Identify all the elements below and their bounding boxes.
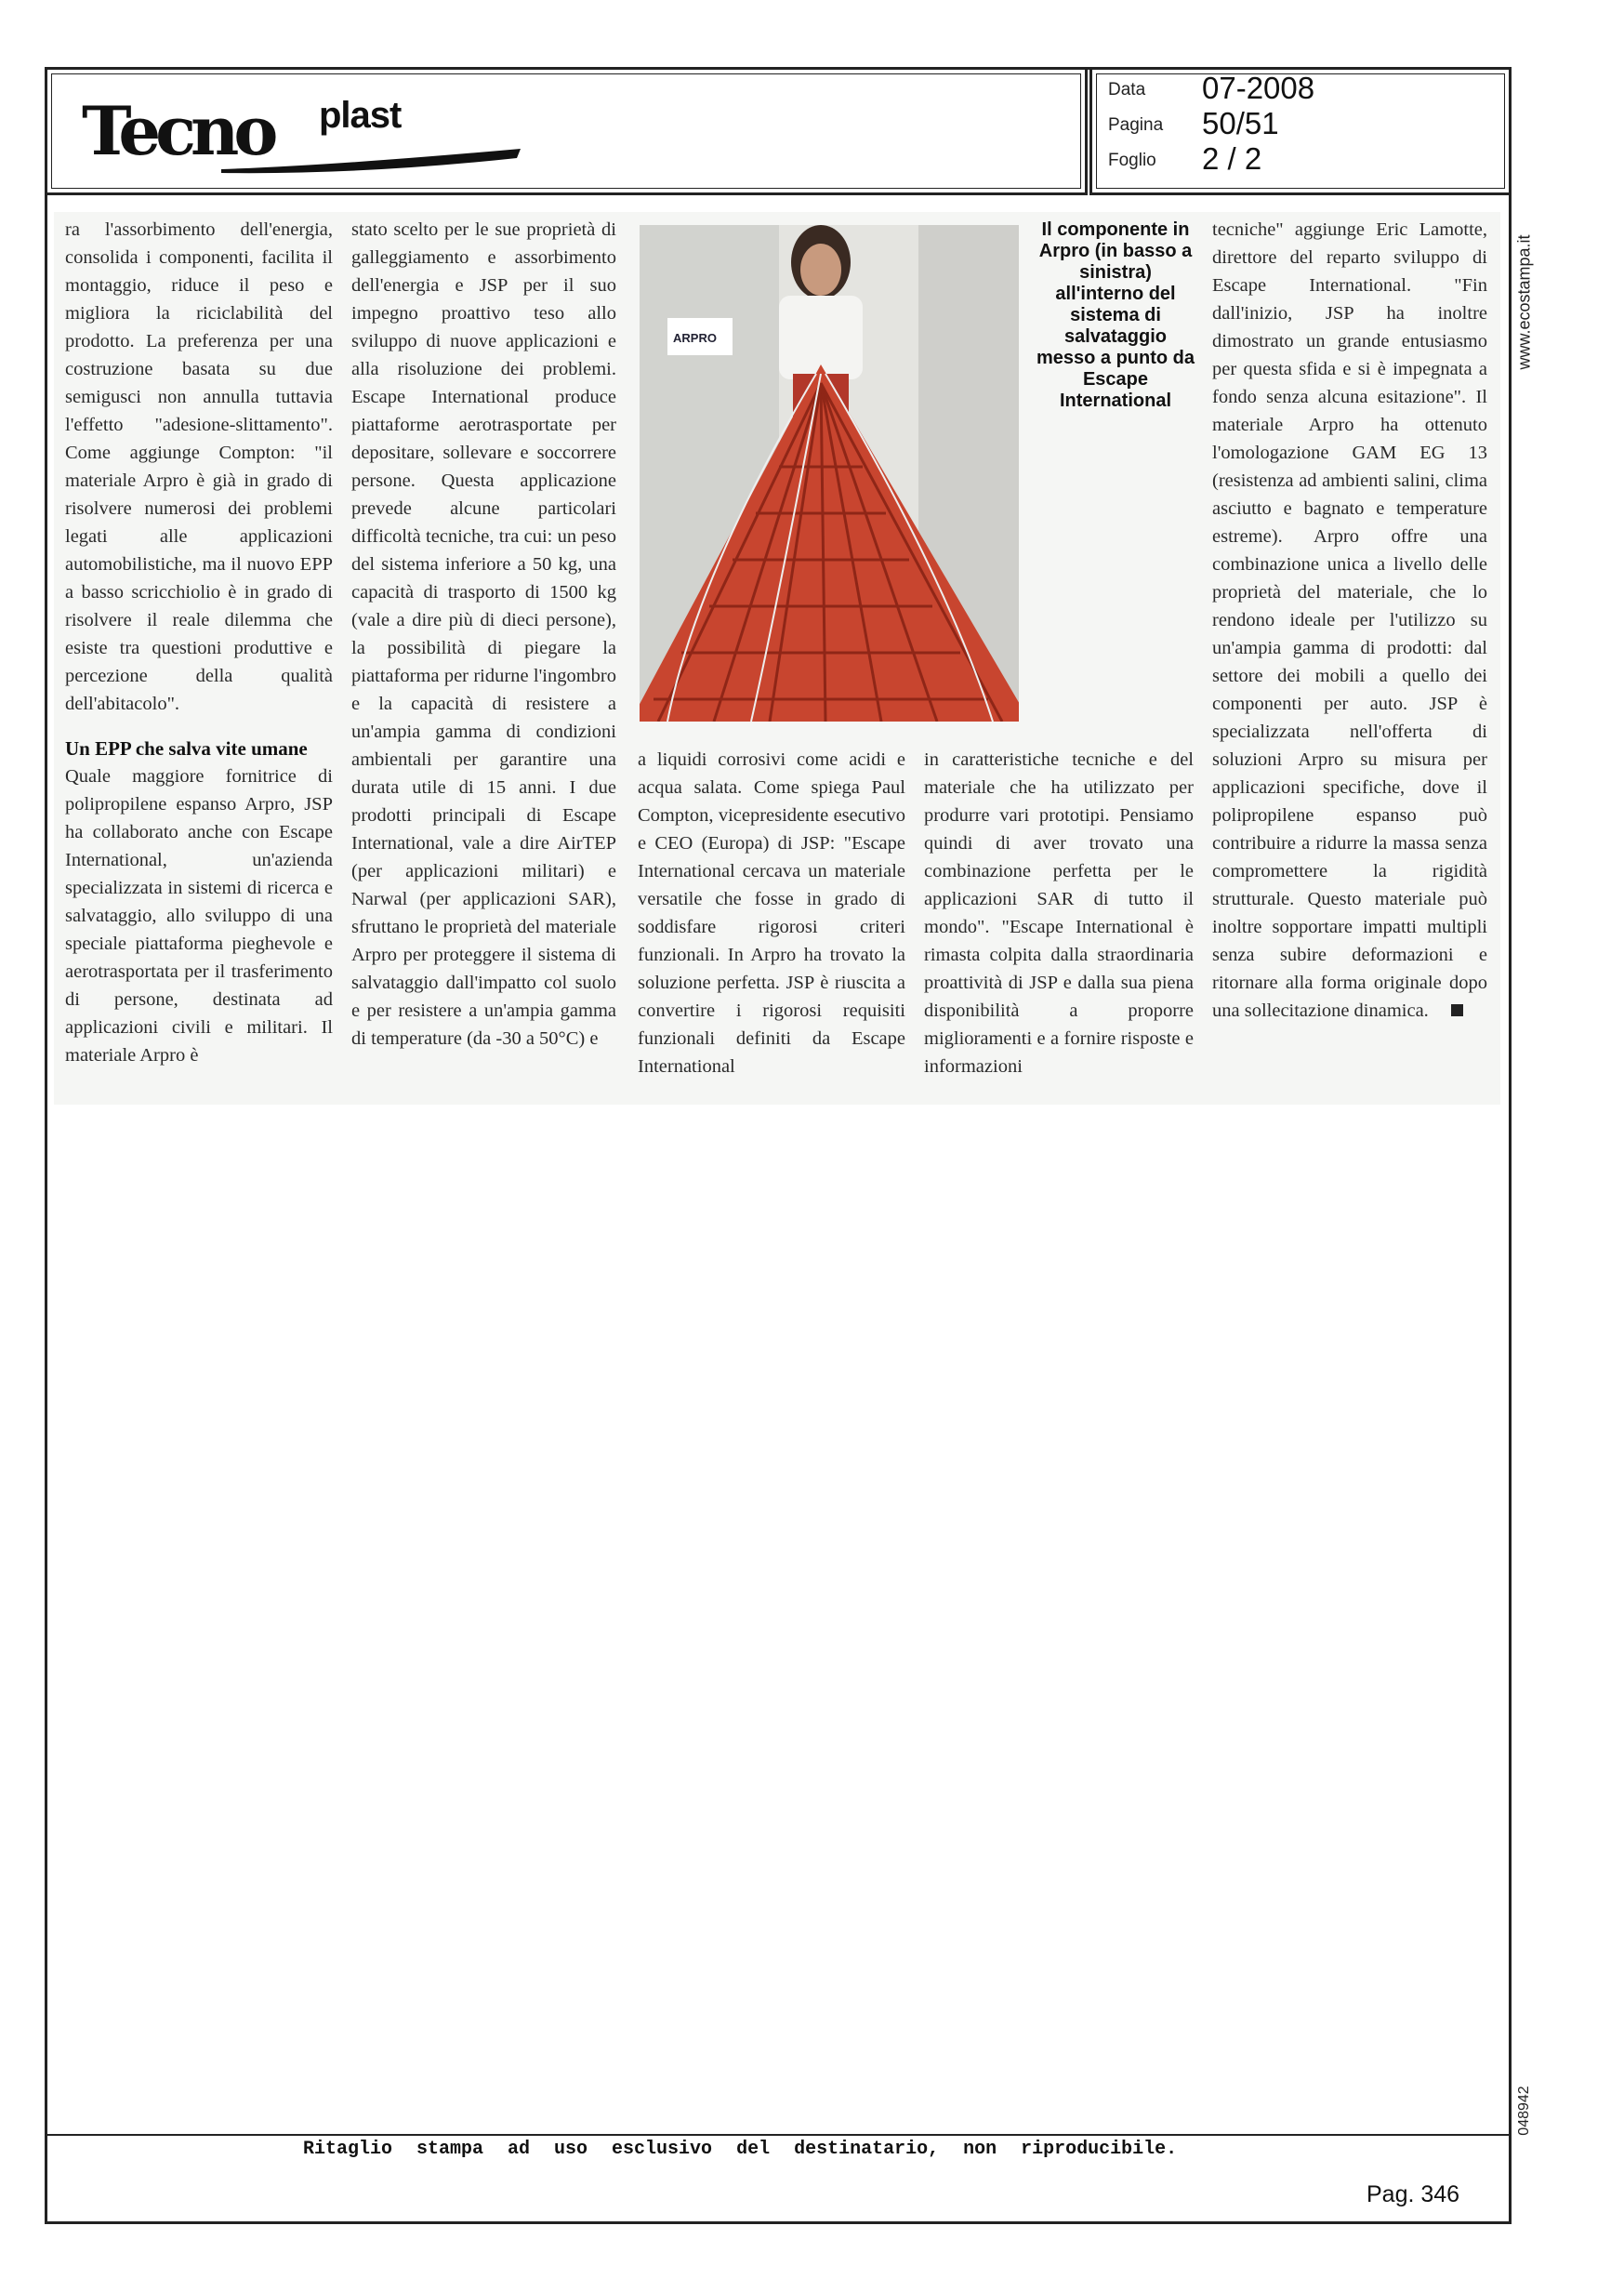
meta-foglio-label: Foglio: [1108, 151, 1156, 170]
meta-foglio-value: 2 / 2: [1202, 141, 1262, 176]
page-number: Pag. 346: [1367, 2181, 1460, 2207]
end-of-article-icon: [1451, 1004, 1463, 1016]
logo-swoosh-icon: [221, 138, 528, 175]
column-1-paragraph-2: Quale maggiore fornitrice di polipropilene espanso Arpro, JSP ha collaborato anche con Escape International, un'azienda specializzata in sistemi di ricerca e salvataggio, allo sviluppo di una speciale piattaforma pieghevole e aerotrasportata per il trasferimento di persone, destinata ad applicazioni civili e militari. Il materiale Arpro è: [65, 766, 333, 1066]
publication-logo: [82, 89, 454, 173]
column-5-paragraph: tecniche" aggiunge Eric Lamotte, direttore del reparto sviluppo di Escape International. "Fin dall'inizio, JSP ha inoltre dimostrato un grande entusiasmo per questa sfida e si è impegnata a fondo senza alcuna esitazione". Il materiale Arpro ha ottenuto l'omologazione GAM EG 13 (resistenza ad ambienti salini, clima asciutto e bagnato e temperature estreme). Arpro offre una combinazione unica a livello delle proprietà del materiale, che lo rendono ideale per l'utilizzo su un'ampia gamma di prodotti: dal settore dei mobili a quello dei componenti per auto. JSP è specializzata nell'offerta di soluzioni Arpro su misura per applicazioni specifiche, dove il polipropilene espanso può contribuire a ridurre la massa senza compromettere la rigidità strutturale. Questo materiale può inoltre sopportare impatti multipli senza subire deformazioni e ritornare alla forma originale dopo una sollecitazione dinamica.: [1212, 219, 1487, 1021]
side-website: [1512, 214, 1538, 391]
article-column-5: [1212, 216, 1487, 1025]
logo-main-text: Tecno: [82, 91, 273, 170]
article-column-2: [351, 216, 616, 1053]
article-column-1: [65, 216, 333, 1069]
photo-caption: Il componente in Arpro (in basso a sinistra) all'interno del sistema di salvataggio messo a punto da Escape International: [1036, 219, 1195, 411]
article-photo: [640, 225, 1019, 722]
section-heading: Un EPP che salva vite umane: [65, 737, 308, 760]
column-3-paragraph: a liquidi corrosivi come acidi e acqua salata. Come spiega Paul Compton, vicepresidente esecutivo e CEO (Europa) di JSP: "Escape International cercava un materiale versatile che fosse in grado di soddisfare rigorosi criteri funzionali. In Arpro ha trovato la soluzione perfetta. JSP è riuscita a convertire i rigorosi requisiti funzionali definiti da Escape International: [638, 749, 905, 1077]
logo-sup-text: plast: [319, 95, 402, 136]
rescue-platform-illustration: [640, 225, 1019, 722]
meta-pagina-value: 50/51: [1202, 106, 1279, 140]
column-4-paragraph: in caratteristiche tecniche e del materiale che ha utilizzato per produrre vari prototipi. Pensiamo quindi di aver trovato una combinazione perfetta per le applicazioni SAR di tutto il mondo". "Escape International è rimasta colpita dalla straordinaria proattività di JSP e dalla sua piena disponibilità a proporre miglioramenti e a fornire risposte e informazioni: [924, 749, 1194, 1077]
side-code: [1512, 2074, 1538, 2148]
footer-disclaimer: Ritaglio stampa ad uso esclusivo del destinatario, non riproducibile.: [303, 2139, 1178, 2160]
photo-label-arpro: ARPRO: [673, 331, 717, 345]
column-2-paragraph: stato scelto per le sue proprietà di galleggiamento e assorbimento dell'energia e JSP per il suo impegno proattivo teso allo sviluppo di nuove applicazioni e alla risoluzione dei problemi. Escape International produce piattaforme aerotrasportate per depositare, sollevare e soccorrere persone. Questa applicazione prevede alcune particolari difficoltà tecniche, tra cui: un peso del sistema inferiore a 50 kg, una capacità di trasporto di 1500 kg (vale a dire più di dieci persone), la possibilità di piegare la piattaforma per ridurne l'ingombro e la capacità di resistere a un'ampia gamma di condizioni ambientali per garantire una durata utile di 15 anni. I due prodotti principali di Escape International, vale a dire AirTEP (per applicazioni militari) e Narwal (per applicazioni SAR), sfruttano le proprietà del materiale Arpro per proteggere il sistema di salvataggio dall'impatto col suolo e per resistere a un'ampia gamma di temperature (da -30 a 50°C) e: [351, 219, 616, 1049]
article-column-4: [924, 746, 1194, 1080]
meta-data-label: Data: [1108, 80, 1146, 99]
meta-pagina-label: Pagina: [1108, 115, 1164, 135]
column-1-paragraph-1: ra l'assorbimento dell'energia, consolida i componenti, facilita il montaggio, riduce il peso e migliora la riciclabilità del prodotto. La preferenza per una costruzione basata su due semigusci non annulla tuttavia l'effetto "adesione-slittamento". Come aggiunge Compton: "il materiale Arpro è già in grado di risolvere numerosi dei problemi legati alle applicazioni automobilistiche, ma il nuovo EPP a basso scricchiolio è in grado di risolvere il reale dilemma che esiste tra questioni produttive e percezione della qualità dell'abitacolo".: [65, 219, 333, 714]
side-website-text: www.ecostampa.it: [1514, 234, 1534, 370]
article-column-3: [638, 746, 905, 1080]
footer-divider: [45, 2134, 1512, 2136]
side-code-text: 048942: [1516, 2086, 1532, 2136]
meta-data-value: 07-2008: [1202, 71, 1315, 105]
